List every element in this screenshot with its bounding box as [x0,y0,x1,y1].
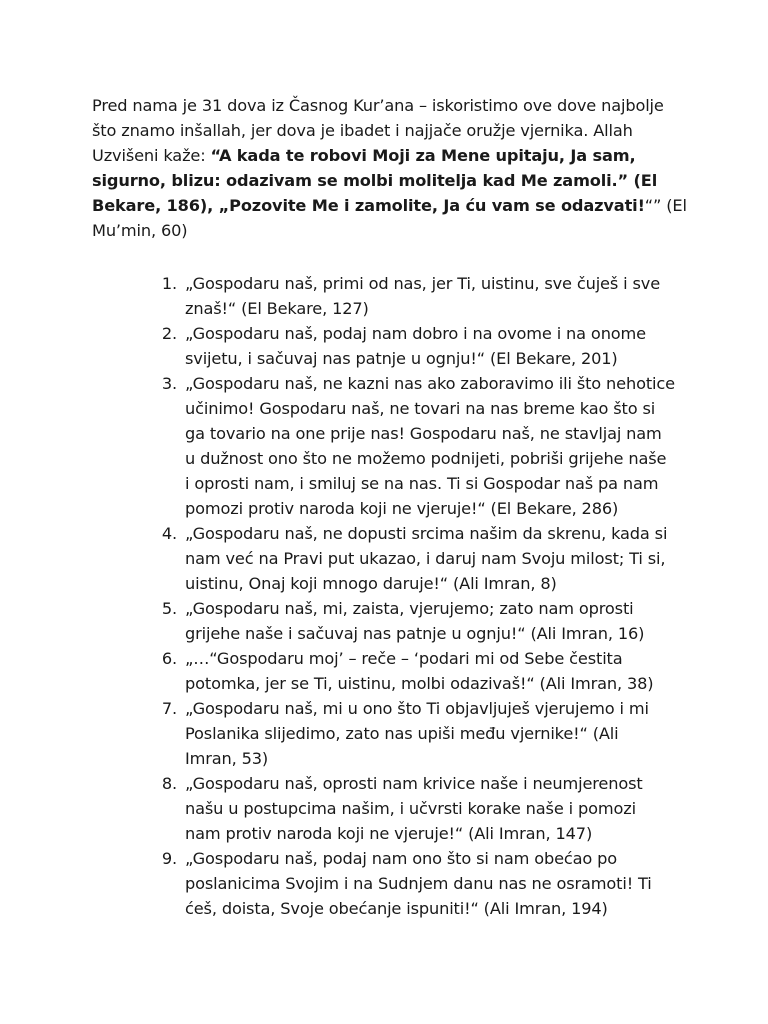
item-number: 7. [161,699,177,718]
item-number: 5. [161,599,177,618]
list-item [0,646,768,696]
item-number: 1. [161,274,177,293]
item-number: 3. [161,374,177,393]
dua-list [0,271,768,921]
intro-source: “” (El Mu’min, 60) [92,196,687,240]
item-number: 2. [161,324,177,343]
item-text: „Gospodaru naš, primi od nas, jer Ti, uistinu, sve čuješ i sve znaš!“ (El Bekare, 127) [185,274,661,318]
intro-paragraph [92,93,692,243]
intro-text: Pred nama je 31 dova iz Časnog Kur’ana – iskoristimo ove dove najbolje što znamo inšallah, jer dova je ibadet i najjače oružje vjernika. Allah Uzvišeni kaže: [92,96,664,165]
item-text: „Gospodaru naš, oprosti nam krivice naše i neumjerenost našu u postupcima našim, i učvrsti korake naše i pomozi nam protiv naroda koji ne vjeruje!“ (Ali Imran, 147) [185,774,643,843]
list-item [0,321,768,371]
item-number: 6. [161,649,177,668]
item-text: „Gospodaru naš, podaj nam dobro i na ovome i na onome svijetu, i sačuvaj nas patnje u ognju!“ (El Bekare, 201) [185,324,646,368]
item-text: „Gospodaru naš, mi, zaista, vjerujemo; zato nam oprosti grijehe naše i sačuvaj nas patnje u ognju!“ (Ali Imran, 16) [185,599,645,643]
list-item [0,696,768,771]
list-item [0,371,768,521]
list-item [0,596,768,646]
item-text: „Gospodaru naš, ne kazni nas ako zaboravimo ili što nehotice učinimo! Gospodaru naš, ne tovari na nas breme kao što si ga tovario na one prije nas! Gospodaru naš, ne stavljaj nam u dužnost ono što ne možemo podnijeti, pobriši grijehe naše i oprosti nam, i smiluj se na nas. Ti si Gospodar naš pa nam pomozi protiv naroda koji ne vjeruje!“ (El Bekare, 286) [185,374,675,518]
list-item [0,271,768,321]
item-text: „Gospodaru naš, ne dopusti srcima našim da skrenu, kada si nam već na Pravi put ukazao, i daruj nam Svoju milost; Ti si, uistinu, Onaj koji mnogo daruje!“ (Ali Imran, 8) [185,524,668,593]
intro-quote-bold: “A kada te robovi Moji za Mene upitaju, Ja sam, sigurno, blizu: odazivam se molbi molitelja kad Me zamoli.” (El Bekare, 186), „Pozovite Me i zamolite, Ja ću vam se odazvati! [92,146,658,215]
item-number: 4. [161,524,177,543]
list-item [0,521,768,596]
item-number: 9. [161,849,177,868]
list-item [0,846,768,921]
item-text: „Gospodaru naš, podaj nam ono što si nam obećao po poslanicima Svojim i na Sudnjem danu nas ne osramoti! Ti ćeš, doista, Svoje obećanje ispuniti!“ (Ali Imran, 194) [185,849,652,918]
item-text: „Gospodaru naš, mi u ono što Ti objavljuješ vjerujemo i mi Poslanika slijedimo, zato nas upiši među vjernike!“ (Ali Imran, 53) [185,699,649,768]
item-text: „…“Gospodaru moj’ – reče – ‘podari mi od Sebe čestita potomka, jer se Ti, uistinu, molbi odazivaš!“ (Ali Imran, 38) [185,649,654,693]
item-number: 8. [161,774,177,793]
list-item [0,771,768,846]
